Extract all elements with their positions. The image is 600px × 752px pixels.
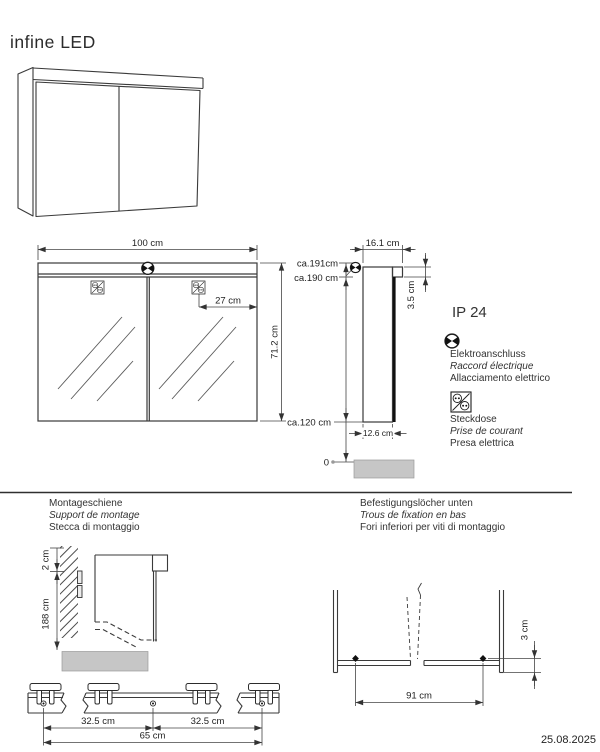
lamp-depth-label: 3.5 cm (406, 280, 417, 310)
scale-floor-label: 0 (323, 457, 329, 469)
mounting-rail-heading-fr: Support de montage (49, 510, 140, 521)
wall-hatch (60, 546, 78, 638)
front-height-label: 71.2 cm (269, 325, 281, 359)
legend-electrical (450, 349, 550, 385)
side-depth-label: 16.1 cm (365, 238, 400, 249)
mounting-rail-heading-it: Stecca di montaggio (49, 522, 140, 533)
hole-spacing-label: 91 cm (406, 690, 432, 702)
electrical-connection-point-icon (350, 262, 361, 272)
mounting-rail-drawing (41, 546, 168, 671)
rail-height-label: 188 cm (40, 598, 52, 630)
legend-socket-fr: Prise de courant (450, 426, 523, 437)
rail-clips (30, 684, 280, 705)
bottom-holes-heading-it: Fori inferiori per viti di montaggio (360, 522, 506, 533)
screw-holes (41, 701, 265, 706)
mounting-rail-heading (49, 498, 140, 534)
page-title: infine LED (10, 32, 96, 52)
bottom-holes-heading (360, 498, 505, 534)
legend-socket (450, 414, 523, 450)
electrical-connection-icon (445, 334, 460, 348)
legend-electrical-de: Elektroanschluss (450, 349, 526, 360)
body-depth-label: 12.6 cm (362, 428, 394, 438)
side-view-drawing (349, 238, 431, 478)
rail-top-offset-label: 2 cm (40, 549, 52, 571)
bottom-holes-drawing (334, 583, 542, 706)
scale-cabinet-bottom-label: ca.120 cm (287, 417, 331, 429)
mounting-rail-heading-de: Montageschiene (49, 498, 123, 509)
edge-distance-label: 3 cm (519, 619, 531, 641)
rail-right-spacing-label: 32.5 cm (190, 716, 225, 727)
scale-lamp-top-label: ca.191cm (296, 258, 338, 270)
legend-electrical-fr: Raccord électrique (450, 361, 534, 372)
bottom-holes-heading-fr: Trous de fixation en bas (360, 510, 466, 521)
legend-electrical-it: Allacciamento elettrico (450, 373, 551, 384)
rail-detail-drawing (28, 684, 280, 746)
front-width-label: 100 cm (131, 238, 164, 249)
legend-socket-de: Steckdose (450, 414, 497, 425)
lamp-icon (141, 262, 154, 274)
washbasin (62, 652, 148, 672)
socket-icon (451, 392, 471, 412)
washbasin (354, 460, 414, 478)
legend-socket-it: Presa elettrica (450, 438, 514, 449)
perspective-drawing (18, 68, 203, 217)
rail-total-width-label: 65 cm (139, 730, 166, 742)
left-door-socket-icon (91, 281, 104, 294)
protection-rating: IP 24 (452, 304, 487, 321)
right-door-socket-icon (192, 281, 205, 294)
scale-cabinet-top-label: ca.190 cm (294, 273, 338, 284)
front-view-drawing (38, 238, 286, 421)
socket-offset-label: 27 cm (215, 295, 241, 307)
rail-left-spacing-label: 32.5 cm (81, 716, 115, 727)
bottom-holes-heading-de: Befestigungslöcher unten (360, 498, 473, 509)
height-scale (287, 259, 364, 469)
revision-date: 25.08.2025 (540, 734, 596, 746)
